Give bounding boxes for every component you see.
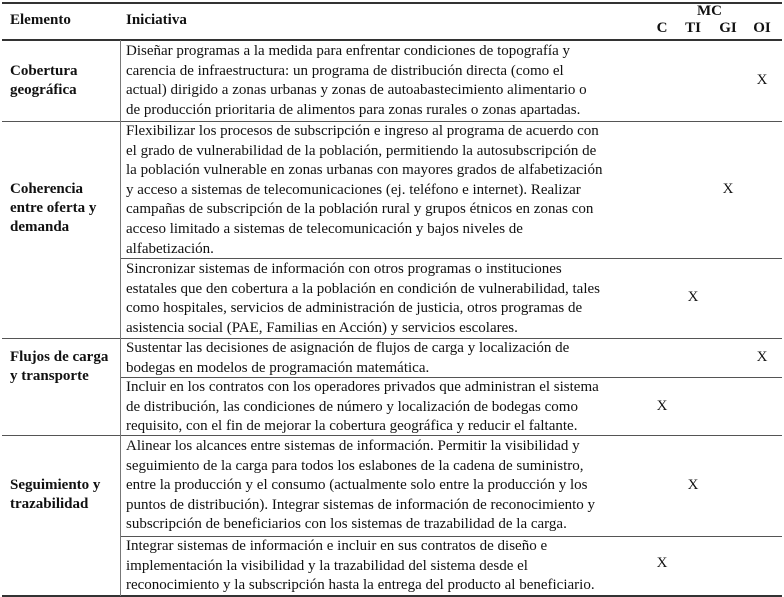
table-row-initiative [126, 537, 644, 596]
initiative-line: entre la producción y el consumo (actualmente solo entre la producción y los [126, 477, 588, 494]
table-row-initiative [126, 339, 644, 378]
initiative-line: Diseñar programas a la medida para enfrentar condiciones de topografía y [126, 43, 570, 59]
initiative-line: Flexibilizar los procesos de subscripción e ingreso al programa de acuerdo con [126, 123, 599, 139]
initiative-line: asistencia social (PAE, Familias en Acción) y servicios escolares. [126, 319, 518, 336]
initiative-line: Sincronizar sistemas de información con otros programas o instituciones [126, 261, 562, 277]
mark-ti: X [687, 477, 699, 493]
initiative-line: carencia de infraestructura: un programa de distribución directa (como el [126, 62, 564, 79]
initiative-line: requisito, con el fin de mejorar la cobertura geográfica y reducir el faltante. [126, 418, 578, 435]
mark-c: X [656, 555, 668, 571]
initiative-line: subscripción de beneficiarios con los sistemas de trazabilidad de la carga. [126, 516, 567, 533]
header-col-gi: GI [719, 20, 737, 36]
table-row-initiative [126, 378, 644, 437]
initiative-line: la población vulnerable en zonas urbanas con mayores grados de alfabetización [126, 162, 603, 179]
mark-oi: X [756, 349, 768, 365]
header-rule [2, 39, 782, 41]
initiative-line: Alinear los alcances entre sistemas de información. Permitir la visibilidad y [126, 438, 580, 454]
row-element-label: Flujos de carga y transporte [10, 349, 109, 384]
initiative-line: alfabetización. [126, 240, 214, 257]
table-row-initiative [126, 437, 644, 535]
mark-ti: X [687, 289, 699, 305]
initiative-line: campañas de subscripción de la población rural y grupos étnicos en zonas con [126, 201, 594, 218]
initiative-line: actual) dirigido a zonas urbanas y zonas de autoabastecimiento alimentario o [126, 82, 587, 99]
mark-oi: X [756, 72, 768, 88]
initiative-line: y acceso a sistemas de telecomunicaciones (ej. teléfono e internet). Realizar [126, 181, 581, 198]
initiative-line: implementación la visibilidad y la trazabilidad del sistema desde el [126, 557, 528, 574]
initiative-line: como hospitales, servicios de administración de justicia, otros programas de [126, 300, 583, 317]
top-rule [2, 2, 782, 4]
column-divider [120, 40, 121, 596]
initiative-line: seguimiento de la carga para todos los eslabones de la cadena de suministro, [126, 457, 584, 474]
row-element-label: Cobertura geográfica [10, 63, 78, 98]
initiative-line: Sustentar las decisiones de asignación de flujos de carga y localización de [126, 340, 570, 356]
initiative-line: acceso limitado a sistemas de telecomunicación y bajos niveles de [126, 220, 523, 237]
table-row-initiative [126, 42, 644, 120]
table-row-initiative [126, 122, 644, 259]
initiative-line: el grado de vulnerabilidad de la población, permitiendo la autosubscripción de [126, 142, 597, 159]
header-col-oi: OI [753, 20, 771, 36]
initiative-line: estatales que den cobertura a la población en condición de vulnerabilidad, tales [126, 280, 600, 297]
header-iniciativa: Iniciativa [126, 12, 187, 28]
initiative-line: de distribución, las condiciones de número y localización de bodegas como [126, 398, 578, 415]
initiative-line: Integrar sistemas de información e incluir en sus contratos de diseño e [126, 538, 548, 554]
initiative-line: reconocimiento y la subscripción hasta la entrega del producto al beneficiario. [126, 577, 595, 594]
header-col-ti: TI [685, 20, 701, 36]
mark-gi: X [722, 181, 734, 197]
initiative-line: de producción prioritaria de alimentos para zonas rurales o zonas apartadas. [126, 101, 581, 118]
initiative-line: bodegas en modelos de programación matemática. [126, 359, 430, 376]
initiative-line: Incluir en los contratos con los operadores privados que administran el sistema [126, 379, 599, 395]
header-mc: MC [697, 3, 722, 19]
initiative-line: puntos de distribución). Integrar sistemas de información de reconocimiento y [126, 496, 596, 513]
table-row-initiative [126, 260, 644, 338]
header-col-c: C [656, 20, 668, 36]
header-elemento: Elemento [10, 12, 71, 28]
mark-c: X [656, 398, 668, 414]
row-element-label: Seguimiento y trazabilidad [10, 477, 101, 512]
row-element-label: Coherencia entre oferta y demanda [10, 181, 97, 235]
